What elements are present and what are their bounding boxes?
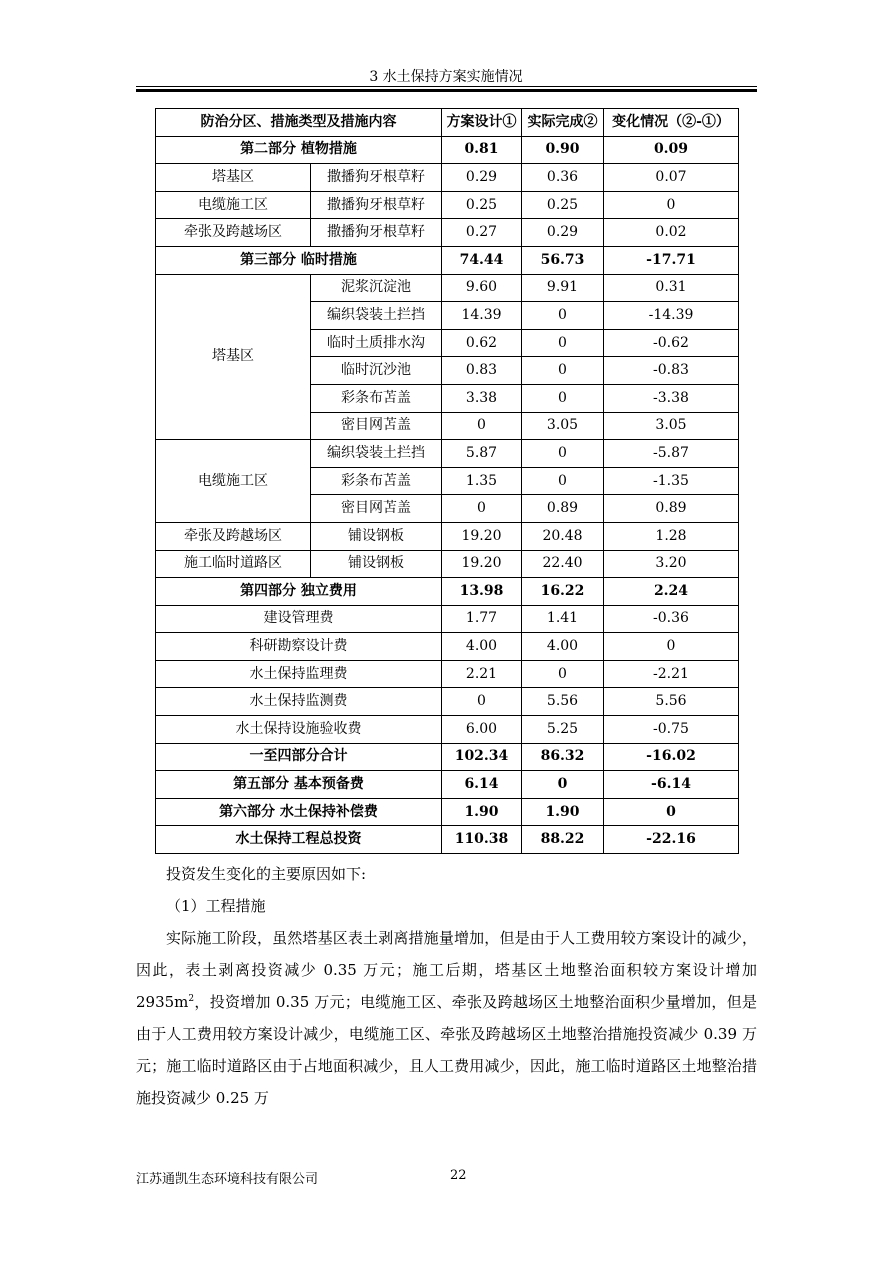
table-row (156, 716, 739, 744)
paragraph-text-part1: 实际施工阶段，虽然塔基区表土剥离措施量增加，但是由于人工费用较方案设计的减少，因此，表土剥离投资减少 0.35 万元；施工后期，塔基区土地整治面积较方案设计增加 2935m (136, 929, 757, 1011)
zone-cell: 牵张及跨越场区 (156, 219, 311, 247)
zone-cell: 牵张及跨越场区 (156, 522, 311, 550)
part6-change: 0 (604, 798, 739, 826)
design-cell: 0 (442, 495, 522, 523)
measure-cell: 撒播狗牙根草籽 (311, 219, 442, 247)
measure-cell: 临时沉沙池 (311, 357, 442, 385)
part3-design: 74.44 (442, 246, 522, 274)
actual-cell: 1.41 (522, 605, 604, 633)
table-row (156, 440, 739, 468)
actual-cell: 9.91 (522, 274, 604, 302)
actual-cell: 0 (522, 660, 604, 688)
item-cell: 水土保持监测费 (156, 688, 442, 716)
design-cell: 5.87 (442, 440, 522, 468)
table-row (156, 688, 739, 716)
running-header: 3 水土保持方案实施情况 (369, 69, 523, 85)
actual-cell: 0.29 (522, 219, 604, 247)
header-rule-thick (136, 89, 757, 92)
part5-label: 第五部分 基本预备费 (156, 771, 442, 799)
part4-label: 第四部分 独立费用 (156, 578, 442, 606)
design-cell: 6.00 (442, 716, 522, 744)
subtotal-row (156, 743, 739, 771)
header-cell-design: 方案设计① (442, 109, 522, 137)
measure-cell: 临时土质排水沟 (311, 329, 442, 357)
table-row (156, 660, 739, 688)
part2-label: 第二部分 植物措施 (156, 136, 442, 164)
part6-actual: 1.90 (522, 798, 604, 826)
table-row (156, 164, 739, 192)
investment-table (155, 108, 739, 854)
part5-change: -6.14 (604, 771, 739, 799)
actual-cell: 0.89 (522, 495, 604, 523)
zone-cell-cable: 电缆施工区 (156, 440, 311, 523)
footer-company: 江苏通凯生态环境科技有限公司 (136, 1172, 319, 1187)
total-change: -22.16 (604, 826, 739, 854)
measure-cell: 编织袋装土拦挡 (311, 440, 442, 468)
subtotal-change: -16.02 (604, 743, 739, 771)
item-cell: 建设管理费 (156, 605, 442, 633)
measure-cell: 彩条布苫盖 (311, 384, 442, 412)
change-cell: -0.36 (604, 605, 739, 633)
change-cell: 0.02 (604, 219, 739, 247)
zone-cell: 电缆施工区 (156, 191, 311, 219)
part3-change: -17.71 (604, 246, 739, 274)
actual-cell: 0 (522, 357, 604, 385)
area-unit-superscript: 2 (188, 994, 195, 1004)
page-number: 22 (450, 1168, 467, 1183)
measure-cell: 密目网苫盖 (311, 495, 442, 523)
change-cell: 0.07 (604, 164, 739, 192)
zone-cell-tower-base: 塔基区 (156, 274, 311, 440)
part5-design: 6.14 (442, 771, 522, 799)
design-cell: 3.38 (442, 384, 522, 412)
actual-cell: 0 (522, 440, 604, 468)
part4-change: 2.24 (604, 578, 739, 606)
total-actual: 88.22 (522, 826, 604, 854)
subtotal-design: 102.34 (442, 743, 522, 771)
actual-cell: 0 (522, 302, 604, 330)
design-cell: 0.29 (442, 164, 522, 192)
measure-cell: 铺设钢板 (311, 522, 442, 550)
design-cell: 0.83 (442, 357, 522, 385)
table-row (156, 605, 739, 633)
change-cell: -14.39 (604, 302, 739, 330)
actual-cell: 20.48 (522, 522, 604, 550)
table-header-row (156, 109, 739, 137)
change-cell: -3.38 (604, 384, 739, 412)
item-cell: 水土保持设施验收费 (156, 716, 442, 744)
actual-cell: 0 (522, 329, 604, 357)
measure-cell: 撒播狗牙根草籽 (311, 191, 442, 219)
paragraph-text (136, 922, 757, 1114)
header-cell-content: 防治分区、措施类型及措施内容 (156, 109, 442, 137)
design-cell: 19.20 (442, 522, 522, 550)
change-cell: -0.83 (604, 357, 739, 385)
part4-design: 13.98 (442, 578, 522, 606)
part3-label: 第三部分 临时措施 (156, 246, 442, 274)
design-cell: 4.00 (442, 633, 522, 661)
actual-cell: 0.36 (522, 164, 604, 192)
zone-cell: 施工临时道路区 (156, 550, 311, 578)
body-intro (136, 858, 757, 922)
measure-cell: 铺设钢板 (311, 550, 442, 578)
design-cell: 1.35 (442, 467, 522, 495)
intro-sentence: 投资发生变化的主要原因如下: (166, 865, 367, 883)
table-row (156, 219, 739, 247)
part6-label: 第六部分 水土保持补偿费 (156, 798, 442, 826)
change-cell: -1.35 (604, 467, 739, 495)
header-cell-change: 变化情况（②-①） (604, 109, 739, 137)
header-cell-actual: 实际完成② (522, 109, 604, 137)
body-paragraph (136, 922, 757, 1114)
design-cell: 0 (442, 688, 522, 716)
design-cell: 1.77 (442, 605, 522, 633)
table-row (156, 633, 739, 661)
change-cell: 0 (604, 633, 739, 661)
design-cell: 2.21 (442, 660, 522, 688)
item-cell: 科研勘察设计费 (156, 633, 442, 661)
part2-design: 0.81 (442, 136, 522, 164)
change-cell: -2.21 (604, 660, 739, 688)
part2-change: 0.09 (604, 136, 739, 164)
change-cell: -0.75 (604, 716, 739, 744)
table-row (156, 274, 739, 302)
part5-actual: 0 (522, 771, 604, 799)
part5-row (156, 771, 739, 799)
actual-cell: 0.25 (522, 191, 604, 219)
actual-cell: 22.40 (522, 550, 604, 578)
measure-cell: 密目网苫盖 (311, 412, 442, 440)
design-cell: 0.27 (442, 219, 522, 247)
part2-actual: 0.90 (522, 136, 604, 164)
design-cell: 0 (442, 412, 522, 440)
part3-actual: 56.73 (522, 246, 604, 274)
change-cell: 1.28 (604, 522, 739, 550)
actual-cell: 3.05 (522, 412, 604, 440)
measure-cell: 编织袋装土拦挡 (311, 302, 442, 330)
table-row (156, 191, 739, 219)
paragraph-text-part2: ，投资增加 0.35 万元；电缆施工区、牵张及跨越场区土地整治面积少量增加，但是由于人工费用较方案设计减少，电缆施工区、牵张及跨越场区土地整治措施投资减少 0.39 万元；施工临时道路区由于占地面积减少，且人工费用减少，因此，施工临时道路区土地整治措施投资减少 0.25 万 (136, 993, 757, 1107)
actual-cell: 5.56 (522, 688, 604, 716)
actual-cell: 0 (522, 467, 604, 495)
change-cell: 0 (604, 191, 739, 219)
part4-actual: 16.22 (522, 578, 604, 606)
actual-cell: 5.25 (522, 716, 604, 744)
total-design: 110.38 (442, 826, 522, 854)
total-row (156, 826, 739, 854)
part6-row (156, 798, 739, 826)
part2-row (156, 136, 739, 164)
part3-row (156, 246, 739, 274)
zone-cell: 塔基区 (156, 164, 311, 192)
part4-row (156, 578, 739, 606)
measure-cell: 彩条布苫盖 (311, 467, 442, 495)
total-label: 水土保持工程总投资 (156, 826, 442, 854)
design-cell: 19.20 (442, 550, 522, 578)
change-cell: 0.89 (604, 495, 739, 523)
header-rule-thin (136, 86, 757, 87)
change-cell: -0.62 (604, 329, 739, 357)
change-cell: 5.56 (604, 688, 739, 716)
measure-cell: 泥浆沉淀池 (311, 274, 442, 302)
actual-cell: 0 (522, 384, 604, 412)
table-row (156, 550, 739, 578)
subtotal-label: 一至四部分合计 (156, 743, 442, 771)
design-cell: 0.25 (442, 191, 522, 219)
table-row (156, 522, 739, 550)
section-heading: （1）工程措施 (166, 897, 266, 915)
subtotal-actual: 86.32 (522, 743, 604, 771)
actual-cell: 4.00 (522, 633, 604, 661)
change-cell: 3.05 (604, 412, 739, 440)
design-cell: 9.60 (442, 274, 522, 302)
design-cell: 0.62 (442, 329, 522, 357)
change-cell: 0.31 (604, 274, 739, 302)
design-cell: 14.39 (442, 302, 522, 330)
measure-cell: 撒播狗牙根草籽 (311, 164, 442, 192)
change-cell: -5.87 (604, 440, 739, 468)
item-cell: 水土保持监理费 (156, 660, 442, 688)
change-cell: 3.20 (604, 550, 739, 578)
part6-design: 1.90 (442, 798, 522, 826)
